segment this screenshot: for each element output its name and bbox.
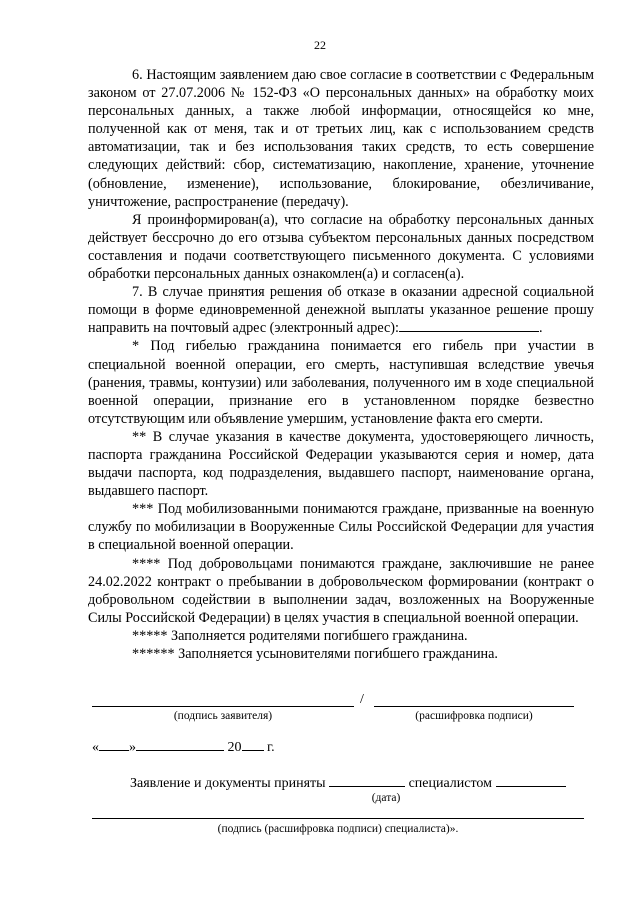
signature-decoding-caption: (расшифровка подписи) (415, 710, 533, 722)
specialist-signature-caption: (подпись (расшифровка подписи) специалиста)». (217, 823, 459, 835)
applicant-signature-caption: (подпись заявителя) (173, 710, 273, 722)
specialist-signature-line[interactable] (92, 818, 584, 819)
month-fill-line[interactable] (136, 738, 224, 751)
day-fill-line[interactable] (99, 738, 129, 751)
specialist-fill-line[interactable] (496, 774, 566, 787)
year-prefix: 20 (227, 740, 242, 755)
date-close-quote: » (129, 740, 136, 755)
footnote-passport: ** В случае указания в качестве документа, удостоверяющего личность, паспорта гражданина Российской Федерации указываются серия и номер, дата выдачи паспорта, код подразделения, выдавшего паспорт, наименование органа, выдавшего паспорт. (88, 428, 594, 500)
page-number: 22 (314, 38, 326, 52)
signature-row (88, 694, 594, 724)
paragraph-refusal-address (88, 283, 594, 337)
accepted-text: Заявление и документы приняты (130, 776, 326, 791)
address-fill-line[interactable] (399, 319, 539, 332)
footnote-death: * Под гибелью гражданина понимается его гибель при участии в специальной военной операции, его смерть, наступившая вследствие увечья (ранения, травмы, контузии) или заболевания, полученного им в ходе специальной военной операции, признание его в установленном порядке безвестно отсутствующим или объявление умершим, установление факта его смерти. (88, 338, 594, 427)
year-suffix: г. (267, 740, 275, 755)
signature-slash: / (360, 692, 364, 707)
footnote-volunteers: **** Под добровольцами понимаются граждане, заключившие не ранее 24.02.2022 контракт о пребывании в добровольческом формировании (контракт о добровольном содействии в выполнении задач, возложенных на Вооруженные Силы Российской Федерации) в целях участия в специальной военной операции. (88, 555, 594, 626)
date-open-quote: « (92, 740, 99, 755)
footnote-parents: ***** Заполняется родителями погибшего гражданина. (132, 627, 468, 644)
paragraph-consent: 6. Настоящим заявлением даю свое согласие в соответствии с Федеральным законом от 27.07.2006 № 152-ФЗ «О персональных данных» на обработку моих персональных данных, а также любой информации, относящейся ко мне, полученной как от меня, так и от третьих лиц, как с использованием средств автоматизации, так и без использования таких средств, то есть совершение следующих действий: сбор, систематизацию, накопление, хранение, уточнение (обновление, изменение), использование, блокирование, обезличивание, уничтожение, распространение (передачу). (88, 67, 594, 210)
applicant-signature-line[interactable] (92, 706, 354, 707)
accepted-row (130, 774, 566, 792)
accepted-date-fill-line[interactable] (329, 774, 405, 787)
signature-decoding-line[interactable] (374, 706, 574, 707)
date-caption: (дата) (371, 792, 401, 804)
footnote-adopters: ****** Заполняется усыновителями погибшего гражданина. (132, 646, 498, 662)
specialist-label: специалистом (408, 776, 493, 791)
refusal-address-end: . (538, 320, 543, 337)
footnote-mobilized: *** Под мобилизованными понимаются граждане, призванные на военную службу по мобилизации в Вооруженные Силы Российской Федерации для участия в специальной военной операции. (88, 501, 594, 554)
year-fill-line[interactable] (242, 738, 264, 751)
paragraph-informed: Я проинформирован(а), что согласие на обработку персональных данных действует бессрочно до его отзыва субъектом персональных данных посредством составления и подачи соответствующего письменного документа. С условиями обработки персональных данных ознакомлен(а) и согласен(а). (88, 211, 594, 283)
refusal-address-text: 7. В случае принятия решения об отказе в оказании адресной социальной помощи в форме единовременной денежной выплаты указанное решение прошу направить на почтовый адрес (электронный адрес): (88, 284, 594, 337)
date-row (92, 738, 275, 756)
document-body (88, 66, 594, 663)
